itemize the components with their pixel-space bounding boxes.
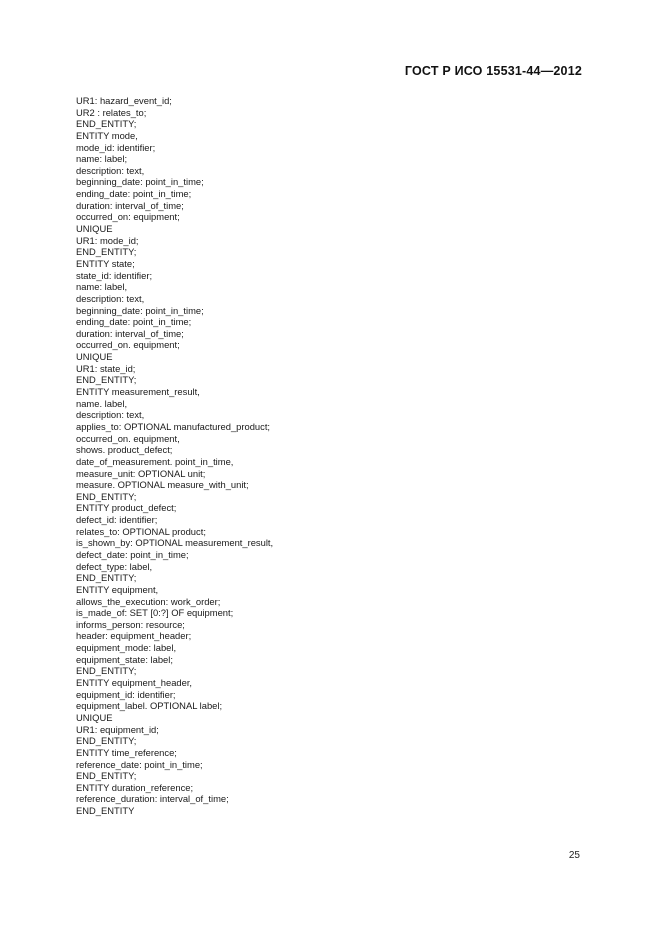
code-line: beginning_date: point_in_time; [76, 176, 204, 188]
document-header: ГОСТ Р ИСО 15531-44—2012 [404, 64, 582, 78]
code-line: UR2 : relates_to; [76, 106, 147, 118]
code-line: defect_type: label, [76, 560, 153, 572]
code-line: allows_the_execution: work_order; [76, 595, 221, 607]
code-line: date_of_measurement. point_in_time, [76, 455, 234, 467]
code-line: state_id: identifier; [76, 269, 153, 281]
code-line: ENTITY state; [76, 257, 135, 269]
code-line: name: label, [76, 281, 128, 293]
code-line: occurred_on. equipment; [76, 339, 180, 351]
code-line: measure_unit: OPTIONAL unit; [76, 467, 206, 479]
code-line: description: text, [76, 409, 145, 421]
code-line: ending_date: point_in_time; [76, 188, 192, 200]
code-line: UNIQUE [76, 223, 113, 235]
code-line: ENTITY equipment_header, [76, 677, 193, 689]
code-line: ENTITY duration_reference; [76, 781, 194, 793]
code-line: END_ENTITY; [76, 572, 137, 584]
code-line: reference_duration: interval_of_time; [76, 793, 229, 805]
express-code-listing [76, 95, 273, 817]
page-number: 25 [568, 850, 580, 861]
code-line: equipment_state: label; [76, 653, 173, 665]
code-line: UNIQUE [76, 711, 113, 723]
code-line: END_ENTITY; [76, 770, 137, 782]
code-line: equipment_label. OPTIONAL label; [76, 700, 223, 712]
code-line: defect_date: point_in_time; [76, 548, 189, 560]
code-line: END_ENTITY; [76, 118, 137, 130]
code-line: header: equipment_header; [76, 630, 192, 642]
code-line: UR1: hazard_event_id; [76, 95, 172, 106]
code-line: description: text, [76, 164, 145, 176]
code-line: UR1: state_id; [76, 362, 136, 374]
code-line: is_made_of: SET [0:?] OF equipment; [76, 607, 234, 619]
code-line: occurred_on: equipment; [76, 211, 180, 223]
code-line: equipment_mode: label, [76, 642, 177, 654]
code-line: is_shown_by: OPTIONAL measurement_result, [76, 537, 274, 549]
code-line: shows. product_defect; [76, 444, 173, 456]
code-line: END_ENTITY; [76, 374, 137, 386]
code-line: reference_date: point_in_time; [76, 758, 203, 770]
code-line: mode_id: identifier; [76, 141, 156, 153]
code-line: END_ENTITY; [76, 246, 137, 258]
code-line: measure. OPTIONAL measure_with_unit; [76, 479, 249, 491]
code-line: beginning_date: point_in_time; [76, 304, 204, 316]
code-line: duration: interval_of_time; [76, 199, 184, 211]
code-line: relates_to: OPTIONAL product; [76, 525, 206, 537]
code-line: UR1: equipment_id; [76, 723, 159, 735]
code-line: ENTITY equipment, [76, 583, 159, 595]
code-line: ENTITY mode, [76, 129, 138, 141]
code-line: duration: interval_of_time; [76, 327, 184, 339]
code-line: END_ENTITY; [76, 665, 137, 677]
code-line: END_ENTITY; [76, 735, 137, 747]
code-line: END_ENTITY; [76, 490, 137, 502]
code-line: description: text, [76, 292, 145, 304]
code-line: ENTITY time_reference; [76, 746, 177, 758]
code-line: ENTITY product_defect; [76, 502, 177, 514]
code-line: ENTITY measurement_result, [76, 386, 200, 398]
code-line: UNIQUE [76, 351, 113, 363]
code-line: UR1: mode_id; [76, 234, 139, 246]
code-line: defect_id: identifier; [76, 514, 158, 526]
code-line: applies_to: OPTIONAL manufactured_product; [76, 420, 271, 432]
code-line: END_ENTITY [76, 805, 135, 817]
code-line: occurred_on. equipment, [76, 432, 180, 444]
code-line: equipment_id: identifier; [76, 688, 176, 700]
code-line: name: label; [76, 153, 128, 165]
code-line: name. label, [76, 397, 128, 409]
code-line: ending_date: point_in_time; [76, 316, 192, 328]
code-line: informs_person: resource; [76, 618, 185, 630]
